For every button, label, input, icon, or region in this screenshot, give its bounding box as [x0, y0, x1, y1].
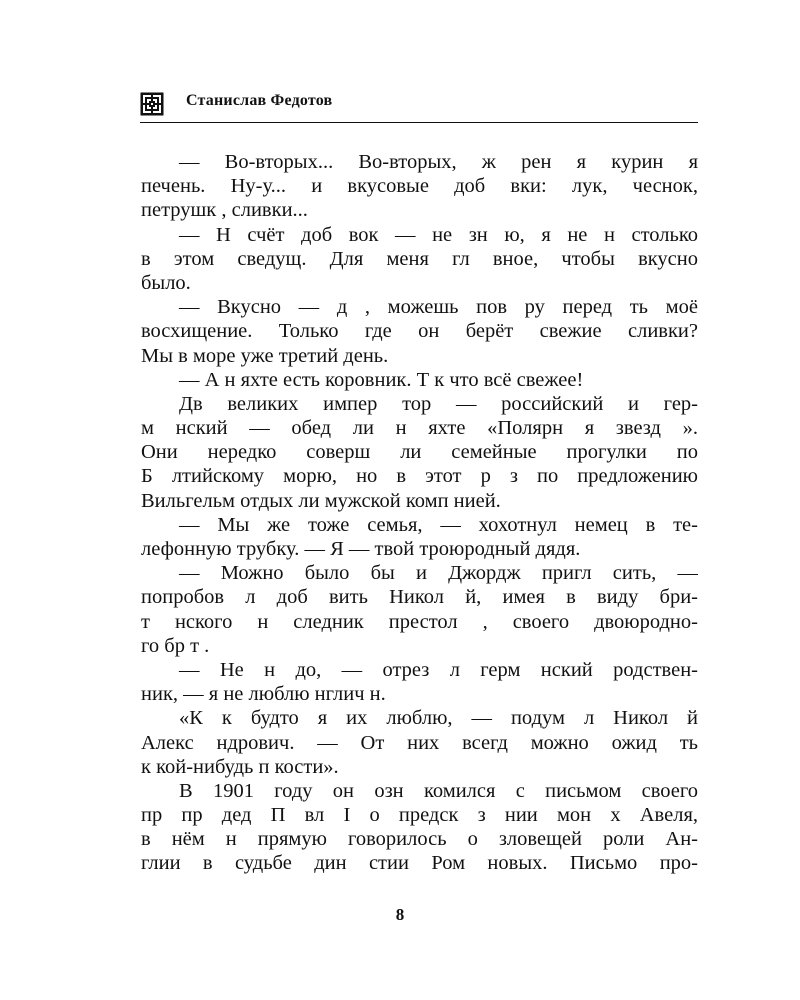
text-line: го бр т . — [141, 634, 210, 657]
text-line: Мы в море уже третий день. — [141, 344, 389, 367]
text-line: Б лтийскому морю, но в этот р з по предложению — [141, 465, 698, 488]
text-line: Вильгельм отдых ли мужской комп нией. — [141, 489, 501, 512]
text-line: — Мы же тоже семья, — хохотнул немец в те- — [179, 513, 698, 536]
celtic-knot-ornament-icon — [140, 92, 164, 116]
text-line: — Н счёт доб вок — не зн ю, я не н столько — [179, 223, 698, 246]
text-line: попробов л доб вить Никол й, имея в виду бри- — [141, 586, 698, 609]
text-line: лефонную трубку. — Я — твой троюродный дядя. — [141, 538, 581, 560]
text-line: т нского н следник престол , своего двоюродно- — [141, 610, 698, 633]
text-line: — Вкусно — д , можешь пов ру перед ть моё — [179, 296, 698, 319]
page-number: 8 — [395, 905, 405, 924]
text-line: к кой-нибудь п кости». — [141, 755, 339, 778]
text-line: — Во-вторых... Во-вторых, ж рен я курин я — [179, 151, 698, 173]
text-line: восхищение. Только где он берёт свежие сливки? — [141, 320, 698, 343]
text-line: было. — [141, 271, 191, 294]
text-line: Дв великих импер тор — российский и гер- — [179, 392, 698, 415]
text-line: печень. Ну-у... и вкусовые доб вки: лук, чеснок, — [141, 175, 698, 198]
header-rule — [140, 122, 698, 123]
text-line: Алекс ндрович. — От них всегд можно ожид ть — [141, 731, 698, 754]
running-header-author: Станислав Федотов — [186, 92, 333, 109]
text-line: м нский — обед ли н яхте «Полярн я звезд ». — [141, 417, 698, 440]
text-line: «К к будто я их люблю, — подум л Никол й — [179, 707, 698, 730]
text-line: в этом сведущ. Для меня гл вное, чтобы вкусно — [141, 247, 698, 270]
text-line: ник, — я не люблю нглич н. — [141, 683, 386, 706]
running-header — [140, 90, 698, 124]
text-line: — Можно было бы и Джордж пригл сить, — — [179, 562, 698, 585]
text-line: петрушк , сливки... — [141, 199, 308, 222]
text-line: Они нередко соверш ли семейные прогулки по — [141, 441, 698, 464]
page-text-body — [141, 150, 698, 876]
text-line: — А н яхте есть коровник. Т к что всё свежее! — [179, 368, 584, 391]
text-line: — Не н до, — отрез л герм нский родствен- — [179, 658, 698, 681]
text-line: глии в судьбе дин стии Ром новых. Письмо про- — [141, 852, 698, 875]
text-line: пр пр дед П вл I о предск з нии мон х Авеля, — [141, 804, 698, 827]
text-line: В 1901 году он озн комился с письмом своего — [179, 779, 698, 802]
text-line: в нём н прямую говорилось о зловещей роли Ан- — [141, 828, 698, 851]
